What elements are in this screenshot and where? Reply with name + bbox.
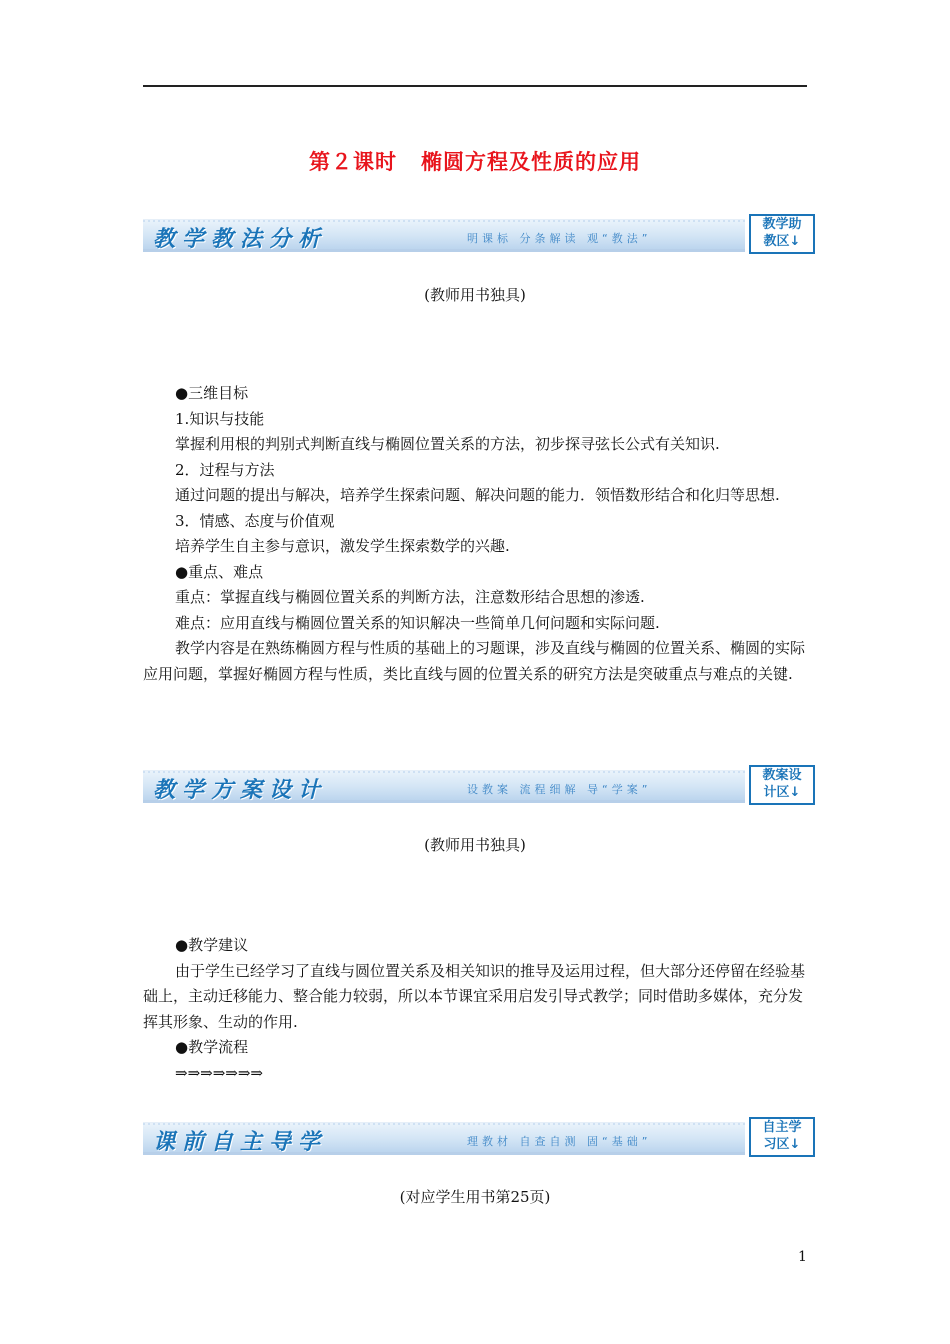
- banner-slogan: 明课标 分条解读 观“教法”: [467, 232, 652, 245]
- paragraph: 掌握利用根的判别式判断直线与椭圆位置关系的方法，初步探寻弦长公式有关知识.: [175, 435, 720, 453]
- flow-arrows: ⇒⇒⇒⇒⇒⇒⇒: [175, 1063, 263, 1082]
- banner-heading: 教学方案设计: [153, 777, 328, 803]
- banner-tag[interactable]: [749, 765, 815, 805]
- banner-slogan: 理教材 自查自测 固“基础”: [467, 1135, 652, 1148]
- teacher-only-note: (教师用书独具): [424, 286, 526, 304]
- banner-tag[interactable]: [749, 214, 815, 254]
- banner-tag-line1: 自主学: [762, 1120, 802, 1135]
- banner-tag-line2: 计区↓: [763, 785, 801, 800]
- section-objectives: [143, 381, 807, 687]
- paragraph: 培养学生自主参与意识，激发学生探索数学的兴趣.: [175, 537, 510, 555]
- section-suggestions: [143, 933, 807, 1086]
- subheading: 1.知识与技能: [175, 409, 265, 428]
- student-page-note: (对应学生用书第25页): [399, 1188, 551, 1206]
- header-rule: [143, 85, 807, 87]
- paragraph: 难点：应用直线与椭圆位置关系的知识解决一些简单几何问题和实际问题.: [175, 613, 660, 632]
- banner-heading: 教学教法分析: [153, 226, 328, 252]
- banner-tag[interactable]: [749, 1117, 815, 1157]
- banner-tag-line1: 教学助: [762, 217, 802, 232]
- section-banner-self-study: [143, 1117, 815, 1157]
- page-title: [0, 146, 950, 176]
- teacher-only-note: (教师用书独具): [424, 836, 526, 854]
- paragraph: 由于学生已经学习了直线与圆位置关系及相关知识的推导及运用过程，但大部分还停留在经验基础上，主动迁移能力、整合能力较弱，所以本节课宜采用启发引导式教学；同时借助多媒体，充分发挥其形象、生动的作用.: [143, 961, 806, 1031]
- paragraph: 教学内容是在熟练椭圆方程与性质的基础上的习题课，涉及直线与椭圆的位置关系、椭圆的实际应用问题，掌握好椭圆方程与性质，类比直线与圆的位置关系的研究方法是突破重点与难点的关键.: [143, 639, 806, 683]
- section-banner-teaching-analysis: [143, 214, 815, 254]
- paragraph: 通过问题的提出与解决，培养学生探索问题、解决问题的能力．领悟数形结合和化归等思想.: [175, 486, 780, 504]
- bullet-heading: ●教学流程: [175, 1038, 249, 1056]
- bullet-heading: ●重点、难点: [175, 562, 264, 581]
- banner-tag-line1: 教案设: [762, 768, 802, 783]
- section-banner-plan-design: [143, 765, 815, 805]
- banner-slogan: 设教案 流程细解 导“学案”: [467, 783, 652, 796]
- banner-tag-line2: 习区↓: [763, 1137, 801, 1152]
- banner-heading: 课前自主导学: [153, 1129, 328, 1155]
- lesson-topic: 椭圆方程及性质的应用: [421, 150, 641, 174]
- subheading: 2．过程与方法: [175, 460, 275, 479]
- bullet-heading: ●三维目标: [175, 384, 249, 402]
- lesson-label: 第２课时: [309, 150, 397, 174]
- subheading: 3．情感、态度与价值观: [175, 511, 335, 530]
- paragraph: 重点：掌握直线与椭圆位置关系的判断方法，注意数形结合思想的渗透.: [175, 588, 645, 606]
- banner-tag-line2: 教区↓: [763, 234, 801, 249]
- bullet-heading: ●教学建议: [175, 936, 249, 954]
- page-number: 1: [798, 1249, 807, 1265]
